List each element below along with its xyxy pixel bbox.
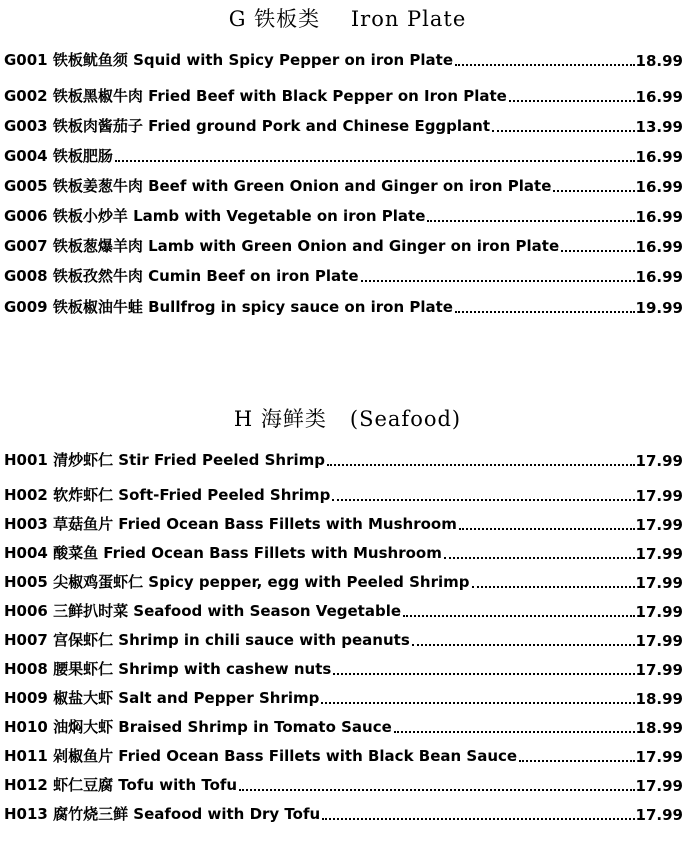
menu-item-price: 17.99 <box>635 748 683 766</box>
menu-item-name: G009 铁板椒油牛蛙 Bullfrog in spicy sauce on iron Plate <box>4 298 453 316</box>
dotted-leader <box>472 586 635 588</box>
menu-item-price: 16.99 <box>635 208 683 226</box>
menu-item <box>4 48 683 70</box>
menu-item-price: 16.99 <box>635 88 683 106</box>
menu-item-name: G002 铁板黑椒牛肉 Fried Beef with Black Pepper on Iron Plate <box>4 87 507 105</box>
dotted-leader <box>321 702 634 704</box>
dotted-leader <box>115 160 635 162</box>
menu-item-price: 19.99 <box>635 299 683 317</box>
menu-item-price: 17.99 <box>635 452 683 470</box>
menu-item-price: 17.99 <box>635 603 683 621</box>
menu-item <box>4 295 683 317</box>
menu-item <box>4 715 683 737</box>
menu-item-name: G003 铁板肉酱茄子 Fried ground Pork and Chinese Eggplant <box>4 117 491 135</box>
section-title: H 海鲜类 (Seafood) <box>233 407 462 431</box>
menu-item <box>4 448 683 470</box>
menu-item <box>4 264 683 286</box>
dotted-leader <box>322 818 634 820</box>
dotted-leader <box>444 557 635 559</box>
menu-item-price: 17.99 <box>635 777 683 795</box>
menu-item-price: 17.99 <box>635 806 683 824</box>
dotted-leader <box>455 311 635 313</box>
menu-item-name: H003 草菇鱼片 Fried Ocean Bass Fillets with Mushroom <box>4 515 457 533</box>
menu-item-name: H010 油焖大虾 Braised Shrimp in Tomato Sauce <box>4 718 392 736</box>
menu-item <box>4 599 683 621</box>
section-title: G 铁板类 Iron Plate <box>228 7 467 31</box>
menu-item-name: H008 腰果虾仁 Shrimp with cashew nuts <box>4 660 332 678</box>
dotted-leader <box>333 673 634 675</box>
menu-item <box>4 84 683 106</box>
menu-item-price: 16.99 <box>635 148 683 166</box>
menu-item-price: 18.99 <box>635 690 683 708</box>
menu-item-price: 17.99 <box>635 487 683 505</box>
menu-item-name: H002 软炸虾仁 Soft-Fried Peeled Shrimp <box>4 486 331 504</box>
dotted-leader <box>332 499 634 501</box>
menu-item <box>4 144 683 166</box>
dotted-leader <box>403 615 635 617</box>
menu-item <box>4 657 683 679</box>
menu-item-name: H007 宫保虾仁 Shrimp in chili sauce with peanuts <box>4 631 410 649</box>
menu-item <box>4 686 683 708</box>
menu-item-price: 13.99 <box>635 118 683 136</box>
menu-item-name: G001 铁板鱿鱼须 Squid with Spicy Pepper on iron Plate <box>4 51 454 69</box>
menu-item-name: H004 酸菜鱼 Fried Ocean Bass Fillets with Mushroom <box>4 544 442 562</box>
menu-item-name: G006 铁板小炒羊 Lamb with Vegetable on iron Plate <box>4 207 426 225</box>
menu-item-name: G005 铁板姜葱牛肉 Beef with Green Onion and Ginger on iron Plate <box>4 177 552 195</box>
menu-item-price: 17.99 <box>635 661 683 679</box>
menu-item-name: G004 铁板肥肠 <box>4 147 113 165</box>
menu-item <box>4 204 683 226</box>
menu-item <box>4 570 683 592</box>
menu-item-price: 17.99 <box>635 516 683 534</box>
menu-item <box>4 174 683 196</box>
menu-item-name: H012 虾仁豆腐 Tofu with Tofu <box>4 776 238 794</box>
menu-item-price: 16.99 <box>635 238 683 256</box>
dotted-leader <box>519 760 634 762</box>
menu-item-name: H006 三鲜扒时菜 Seafood with Season Vegetable <box>4 602 402 620</box>
dotted-leader <box>459 528 635 530</box>
dotted-leader <box>412 644 635 646</box>
menu-item-price: 17.99 <box>635 574 683 592</box>
menu-item-name: H011 剁椒鱼片 Fried Ocean Bass Fillets with Black Bean Sauce <box>4 747 518 765</box>
menu-item-price: 16.99 <box>635 268 683 286</box>
dotted-leader <box>361 280 635 282</box>
menu-item-name: G008 铁板孜然牛肉 Cumin Beef on iron Plate <box>4 267 359 285</box>
dotted-leader <box>239 789 634 791</box>
dotted-leader <box>327 464 635 466</box>
menu-item-price: 17.99 <box>635 545 683 563</box>
menu-item <box>4 773 683 795</box>
menu-item-name: H001 清炒虾仁 Stir Fried Peeled Shrimp <box>4 451 326 469</box>
menu-item <box>4 628 683 650</box>
menu-item-price: 18.99 <box>635 52 683 70</box>
dotted-leader <box>509 100 635 102</box>
dotted-leader <box>455 64 635 66</box>
menu-item <box>4 802 683 824</box>
menu-item-price: 18.99 <box>635 719 683 737</box>
menu-item-name: H009 椒盐大虾 Salt and Pepper Shrimp <box>4 689 320 707</box>
menu-item-name: H013 腐竹烧三鲜 Seafood with Dry Tofu <box>4 805 321 823</box>
menu-item <box>4 483 683 505</box>
dotted-leader <box>394 731 635 733</box>
dotted-leader <box>492 130 635 132</box>
menu-item-price: 16.99 <box>635 178 683 196</box>
menu-item <box>4 114 683 136</box>
menu-item-price: 17.99 <box>635 632 683 650</box>
menu-item <box>4 541 683 563</box>
menu-item <box>4 744 683 766</box>
menu-item <box>4 234 683 256</box>
menu-item-name: H005 尖椒鸡蛋虾仁 Spicy pepper, egg with Peeled Shrimp <box>4 573 470 591</box>
menu-item <box>4 512 683 534</box>
dotted-leader <box>553 190 634 192</box>
dotted-leader <box>427 220 634 222</box>
menu-item-name: G007 铁板葱爆羊肉 Lamb with Green Onion and Ginger on iron Plate <box>4 237 560 255</box>
dotted-leader <box>561 250 634 252</box>
